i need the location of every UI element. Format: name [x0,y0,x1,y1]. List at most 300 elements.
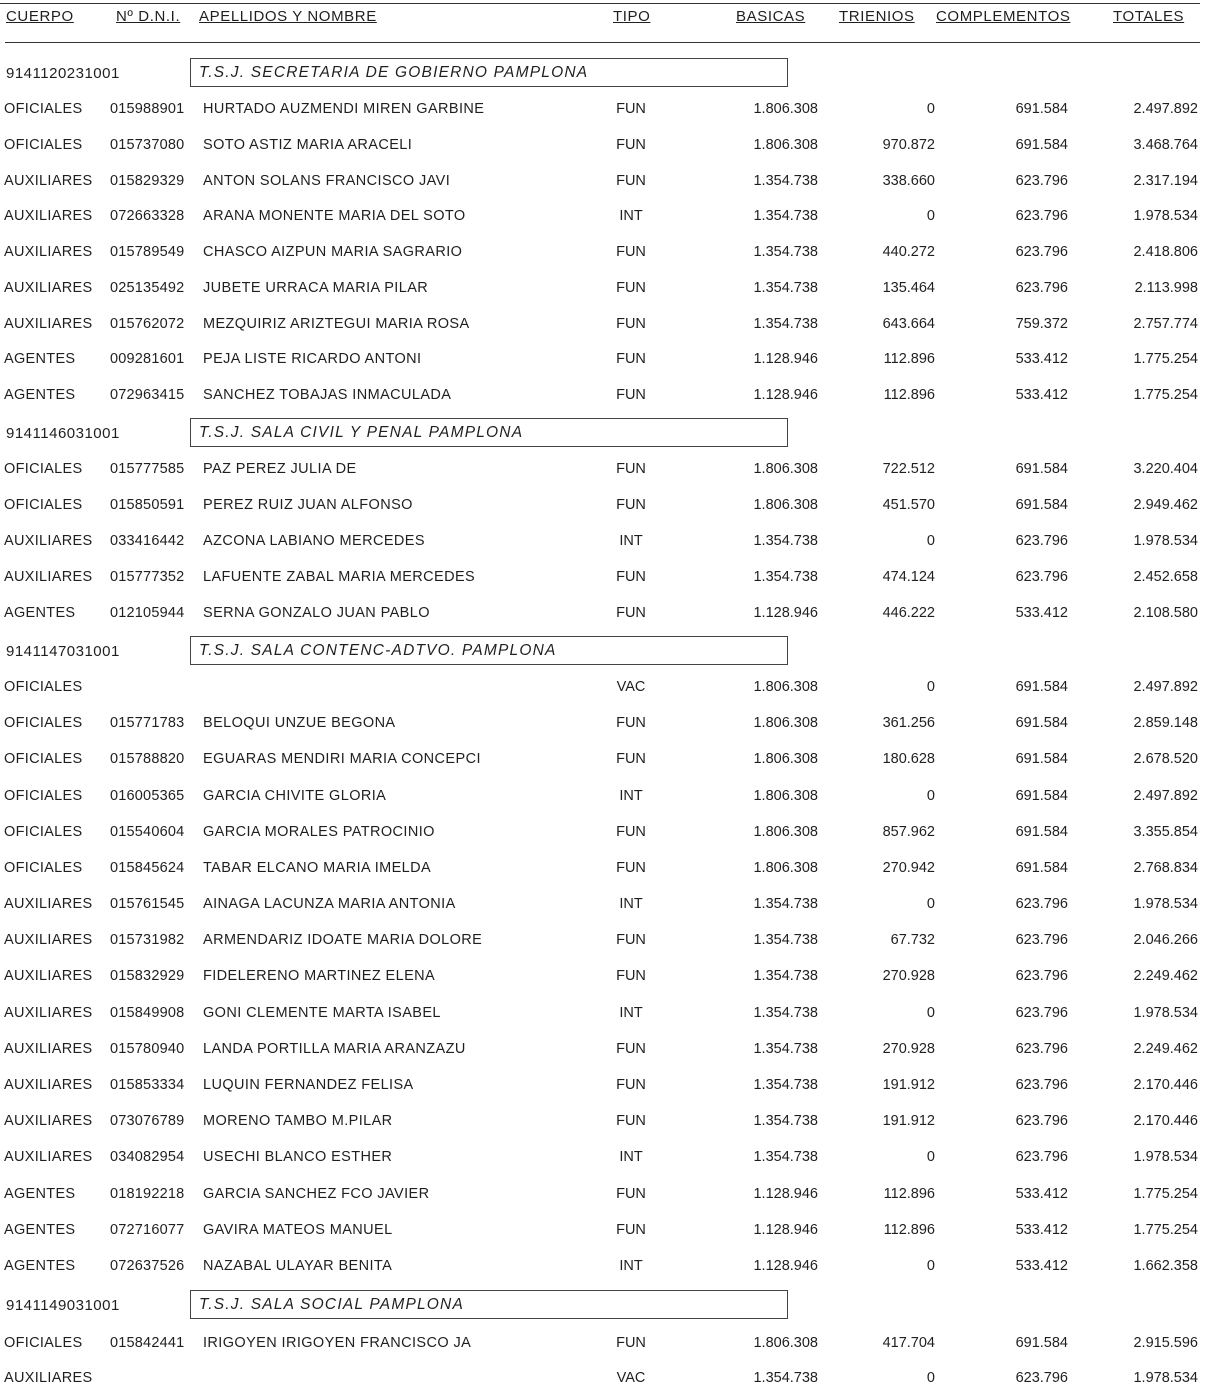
tipo-cell: FUN [616,859,646,876]
header-cuerpo: CUERPO [6,8,74,25]
header-rule [5,42,1200,43]
cuerpo-cell: AGENTES [4,605,76,621]
header-complementos: COMPLEMENTOS [936,8,1071,25]
totales-cell: 1.978.534 [1133,1370,1198,1386]
table-row [0,749,1211,769]
tipo-cell: FUN [616,968,646,985]
totales-cell: 1.978.534 [1133,896,1198,913]
table-row [0,349,1211,369]
tipo-cell: INT [619,533,643,549]
nombre-cell: LAFUENTE ZABAL MARIA MERCEDES [203,569,476,585]
cuerpo-cell: AUXILIARES [4,1113,93,1130]
nombre-cell: AINAGA LACUNZA MARIA ANTONIA [203,896,456,913]
section-code: 9141149031001 [6,1297,120,1314]
column-header-row [0,8,1211,30]
header-trienios: TRIENIOS [839,8,915,25]
trienios-cell: 270.942 [882,859,935,876]
table-row [0,858,1211,878]
trienios-cell: 361.256 [882,715,935,732]
totales-cell: 1.775.254 [1133,351,1198,368]
section-title-box: T.S.J. SALA SOCIAL PAMPLONA [190,1290,788,1319]
tipo-cell: INT [619,1257,643,1274]
tipo-cell: INT [619,208,643,225]
cuerpo-cell: AUXILIARES [4,569,93,585]
basicas-cell: 1.128.946 [753,605,818,621]
section-header [0,1290,1211,1322]
cuerpo-cell: AUXILIARES [4,244,93,260]
section-code: 9141120231001 [6,65,120,82]
table-row [0,99,1211,119]
trienios-cell: 112.896 [883,1221,935,1238]
tipo-cell: INT [619,1004,643,1021]
tipo-cell: FUN [616,279,646,296]
nombre-cell: NAZABAL ULAYAR BENITA [203,1257,393,1274]
totales-cell: 1.978.534 [1133,1149,1198,1166]
header-basicas: BASICAS [736,8,806,25]
tipo-cell: FUN [616,605,646,621]
complementos-cell: 623.796 [1015,533,1068,549]
dni-cell: 015829329 [110,172,185,189]
basicas-cell: 1.806.308 [753,497,818,513]
trienios-cell: 970.872 [882,136,935,153]
dni-cell: 015777585 [110,461,185,477]
cuerpo-cell: AUXILIARES [4,932,93,949]
tipo-cell: FUN [616,497,646,513]
tipo-cell: FUN [616,1076,646,1093]
cuerpo-cell: OFICIALES [4,136,83,153]
basicas-cell: 1.354.738 [753,315,818,332]
section-header [0,58,1211,90]
nombre-cell: HURTADO AUZMENDI MIREN GARBINE [203,101,485,117]
trienios-cell: 0 [926,533,935,549]
basicas-cell: 1.354.738 [753,1370,818,1386]
section-header [0,418,1211,450]
totales-cell: 2.249.462 [1133,968,1198,985]
nombre-cell: LANDA PORTILLA MARIA ARANZAZU [203,1040,466,1057]
nombre-cell: EGUARAS MENDIRI MARIA CONCEPCI [203,751,481,768]
dni-cell: 072716077 [110,1221,185,1238]
table-row [0,1111,1211,1131]
totales-cell: 2.452.658 [1133,569,1198,585]
totales-cell: 1.775.254 [1133,1185,1198,1202]
totales-cell: 2.170.446 [1133,1076,1198,1093]
complementos-cell: 691.584 [1015,751,1068,768]
totales-cell: 2.497.892 [1133,101,1198,117]
basicas-cell: 1.806.308 [753,136,818,153]
totales-cell: 2.108.580 [1133,605,1198,621]
table-row [0,822,1211,842]
totales-cell: 1.978.534 [1133,1004,1198,1021]
trienios-cell: 112.896 [883,387,935,403]
tipo-cell: FUN [616,1185,646,1202]
dni-cell: 018192218 [110,1185,185,1202]
cuerpo-cell: AUXILIARES [4,1076,93,1093]
tipo-cell: FUN [616,1221,646,1238]
cuerpo-cell: AGENTES [4,1185,76,1202]
cuerpo-cell: AUXILIARES [4,1004,93,1021]
basicas-cell: 1.128.946 [753,1257,818,1274]
dni-cell: 012105944 [110,605,185,621]
header-totales: TOTALES [1113,8,1185,25]
tipo-cell: FUN [616,751,646,768]
trienios-cell: 67.732 [890,932,935,949]
basicas-cell: 1.354.738 [753,569,818,585]
table-row [0,206,1211,226]
totales-cell: 1.775.254 [1133,1221,1198,1238]
trienios-cell: 0 [926,1004,935,1021]
cuerpo-cell: AGENTES [4,351,76,368]
tipo-cell: FUN [616,715,646,732]
complementos-cell: 623.796 [1015,279,1068,296]
trienios-cell: 417.704 [882,1335,935,1351]
tipo-cell: FUN [616,244,646,260]
totales-cell: 2.046.266 [1133,932,1198,949]
tipo-cell: FUN [616,569,646,585]
tipo-cell: FUN [616,136,646,153]
tipo-cell: INT [619,896,643,913]
nombre-cell: GARCIA SANCHEZ FCO JAVIER [203,1185,430,1202]
trienios-cell: 0 [926,101,935,117]
complementos-cell: 623.796 [1015,968,1068,985]
trienios-cell: 0 [926,1370,935,1386]
trienios-cell: 191.912 [882,1113,935,1130]
basicas-cell: 1.354.738 [753,1040,818,1057]
dni-cell: 016005365 [110,787,185,804]
dni-cell: 015761545 [110,896,185,913]
cuerpo-cell: AUXILIARES [4,533,93,549]
cuerpo-cell: AUXILIARES [4,279,93,296]
tipo-cell: FUN [616,823,646,840]
dni-cell: 033416442 [110,533,185,549]
table-row [0,459,1211,479]
cuerpo-cell: AUXILIARES [4,315,93,332]
table-row [0,495,1211,515]
table-row [0,1368,1211,1388]
trienios-cell: 270.928 [882,968,935,985]
basicas-cell: 1.354.738 [753,1076,818,1093]
cuerpo-cell: AUXILIARES [4,1040,93,1057]
complementos-cell: 623.796 [1015,172,1068,189]
basicas-cell: 1.354.738 [753,932,818,949]
basicas-cell: 1.806.308 [753,751,818,768]
complementos-cell: 533.412 [1015,1221,1068,1238]
basicas-cell: 1.128.946 [753,1185,818,1202]
trienios-cell: 0 [926,1257,935,1274]
complementos-cell: 623.796 [1015,1149,1068,1166]
cuerpo-cell: AUXILIARES [4,1370,93,1386]
nombre-cell: GONI CLEMENTE MARTA ISABEL [203,1004,441,1021]
dni-cell: 015762072 [110,315,185,332]
totales-cell: 2.859.148 [1133,715,1198,732]
dni-cell: 072637526 [110,1257,185,1274]
nombre-cell: IRIGOYEN IRIGOYEN FRANCISCO JA [203,1335,472,1351]
trienios-cell: 191.912 [882,1076,935,1093]
dni-cell: 015832929 [110,968,185,985]
table-row [0,385,1211,405]
table-row [0,567,1211,587]
dni-cell: 025135492 [110,279,185,296]
cuerpo-cell: OFICIALES [4,823,83,840]
table-row [0,314,1211,334]
tipo-cell: FUN [616,351,646,368]
dni-cell: 015853334 [110,1076,185,1093]
complementos-cell: 623.796 [1015,896,1068,913]
section-title-box: T.S.J. SALA CONTENC-ADTVO. PAMPLONA [190,636,788,665]
tipo-cell: INT [619,787,643,804]
dni-cell: 034082954 [110,1149,185,1166]
complementos-cell: 623.796 [1015,1076,1068,1093]
complementos-cell: 533.412 [1015,1185,1068,1202]
tipo-cell: FUN [616,1335,646,1351]
nombre-cell: BELOQUI UNZUE BEGONA [203,715,396,732]
dni-cell: 015731982 [110,932,185,949]
header-tipo: TIPO [613,8,651,25]
basicas-cell: 1.806.308 [753,859,818,876]
complementos-cell: 691.584 [1015,823,1068,840]
complementos-cell: 691.584 [1015,461,1068,477]
tipo-cell: FUN [616,1113,646,1130]
basicas-cell: 1.806.308 [753,1335,818,1351]
nombre-cell: ARANA MONENTE MARIA DEL SOTO [203,208,466,225]
nombre-cell: GARCIA MORALES PATROCINIO [203,823,435,840]
cuerpo-cell: AGENTES [4,1221,76,1238]
complementos-cell: 759.372 [1015,315,1068,332]
totales-cell: 2.915.596 [1133,1335,1198,1351]
dni-cell: 015777352 [110,569,185,585]
trienios-cell: 112.896 [883,1185,935,1202]
dni-cell: 015842441 [110,1335,185,1351]
nombre-cell: LUQUIN FERNANDEZ FELISA [203,1076,414,1093]
trienios-cell: 180.628 [882,751,935,768]
tipo-cell: FUN [616,1040,646,1057]
complementos-cell: 691.584 [1015,136,1068,153]
nombre-cell: SERNA GONZALO JUAN PABLO [203,605,430,621]
complementos-cell: 691.584 [1015,859,1068,876]
dni-cell: 015849908 [110,1004,185,1021]
cuerpo-cell: AUXILIARES [4,172,93,189]
cuerpo-cell: AUXILIARES [4,1149,93,1166]
trienios-cell: 270.928 [882,1040,935,1057]
nombre-cell: GAVIRA MATEOS MANUEL [203,1221,393,1238]
complementos-cell: 623.796 [1015,1370,1068,1386]
cuerpo-cell: OFICIALES [4,461,83,477]
section-code: 9141146031001 [6,425,120,442]
table-row [0,786,1211,806]
tipo-cell: VAC [616,1370,646,1386]
trienios-cell: 112.896 [883,351,935,368]
totales-cell: 3.468.764 [1133,136,1198,153]
totales-cell: 2.497.892 [1133,787,1198,804]
basicas-cell: 1.806.308 [753,679,818,695]
basicas-cell: 1.354.738 [753,1113,818,1130]
trienios-cell: 0 [926,787,935,804]
tipo-cell: FUN [616,932,646,949]
trienios-cell: 643.664 [882,315,935,332]
nombre-cell: GARCIA CHIVITE GLORIA [203,787,387,804]
dni-cell: 015788820 [110,751,185,768]
table-row [0,1075,1211,1095]
table-row [0,894,1211,914]
complementos-cell: 623.796 [1015,932,1068,949]
table-row [0,603,1211,623]
trienios-cell: 0 [926,1149,935,1166]
cuerpo-cell: OFICIALES [4,497,83,513]
basicas-cell: 1.806.308 [753,715,818,732]
basicas-cell: 1.354.738 [753,1149,818,1166]
dni-cell: 015771783 [110,715,185,732]
dni-cell: 015789549 [110,244,185,260]
trienios-cell: 0 [926,896,935,913]
nombre-cell: FIDELERENO MARTINEZ ELENA [203,968,436,985]
complementos-cell: 623.796 [1015,1004,1068,1021]
nombre-cell: MORENO TAMBO M.PILAR [203,1113,393,1130]
totales-cell: 2.170.446 [1133,1113,1198,1130]
header-dni: Nº D.N.I. [116,8,181,25]
nombre-cell: PAZ PEREZ JULIA DE [203,461,357,477]
table-row [0,242,1211,262]
totales-cell: 1.775.254 [1133,387,1198,403]
trienios-cell: 722.512 [882,461,935,477]
table-row [0,1039,1211,1059]
trienios-cell: 338.660 [882,172,935,189]
table-row [0,1220,1211,1240]
complementos-cell: 623.796 [1015,208,1068,225]
basicas-cell: 1.806.308 [753,823,818,840]
section-title-box: T.S.J. SALA CIVIL Y PENAL PAMPLONA [190,418,788,447]
basicas-cell: 1.354.738 [753,896,818,913]
table-row [0,531,1211,551]
totales-cell: 2.418.806 [1133,244,1198,260]
table-row [0,1184,1211,1204]
nombre-cell: PEJA LISTE RICARDO ANTONI [203,351,422,368]
dni-cell: 072963415 [110,387,185,403]
basicas-cell: 1.806.308 [753,101,818,117]
complementos-cell: 623.796 [1015,244,1068,260]
totales-cell: 2.249.462 [1133,1040,1198,1057]
cuerpo-cell: AUXILIARES [4,968,93,985]
complementos-cell: 691.584 [1015,1335,1068,1351]
nombre-cell: SOTO ASTIZ MARIA ARACELI [203,136,413,153]
tipo-cell: INT [619,1149,643,1166]
basicas-cell: 1.354.738 [753,968,818,985]
header-nombre: APELLIDOS Y NOMBRE [199,8,377,25]
basicas-cell: 1.128.946 [753,1221,818,1238]
cuerpo-cell: OFICIALES [4,679,83,695]
dni-cell: 015780940 [110,1040,185,1057]
tipo-cell: VAC [616,679,646,695]
nombre-cell: AZCONA LABIANO MERCEDES [203,533,425,549]
totales-cell: 1.978.534 [1133,533,1198,549]
nombre-cell: CHASCO AIZPUN MARIA SAGRARIO [203,244,463,260]
trienios-cell: 0 [926,208,935,225]
table-row [0,135,1211,155]
table-row [0,1333,1211,1353]
complementos-cell: 691.584 [1015,497,1068,513]
section-header [0,636,1211,668]
tipo-cell: FUN [616,101,646,117]
basicas-cell: 1.128.946 [753,387,818,403]
table-row [0,677,1211,697]
table-row [0,1147,1211,1167]
basicas-cell: 1.128.946 [753,351,818,368]
basicas-cell: 1.354.738 [753,208,818,225]
complementos-cell: 623.796 [1015,569,1068,585]
totales-cell: 2.317.194 [1133,172,1198,189]
complementos-cell: 533.412 [1015,1257,1068,1274]
nombre-cell: JUBETE URRACA MARIA PILAR [203,279,429,296]
table-row [0,930,1211,950]
dni-cell: 015845624 [110,859,185,876]
totales-cell: 2.678.520 [1133,751,1198,768]
complementos-cell: 533.412 [1015,605,1068,621]
cuerpo-cell: AUXILIARES [4,208,93,225]
nombre-cell: SANCHEZ TOBAJAS INMACULADA [203,387,452,403]
totales-cell: 1.662.358 [1133,1257,1198,1274]
dni-cell: 015540604 [110,823,185,840]
totales-cell: 2.949.462 [1133,497,1198,513]
table-row [0,278,1211,298]
trienios-cell: 0 [926,679,935,695]
totales-cell: 2.768.834 [1133,859,1198,876]
cuerpo-cell: AUXILIARES [4,896,93,913]
totales-cell: 2.113.998 [1134,279,1198,296]
dni-cell: 009281601 [110,351,185,368]
complementos-cell: 691.584 [1015,101,1068,117]
trienios-cell: 474.124 [882,569,935,585]
totales-cell: 3.220.404 [1133,461,1198,477]
cuerpo-cell: OFICIALES [4,751,83,768]
cuerpo-cell: OFICIALES [4,715,83,732]
basicas-cell: 1.806.308 [753,461,818,477]
totales-cell: 2.757.774 [1133,315,1198,332]
basicas-cell: 1.354.738 [753,533,818,549]
nombre-cell: ARMENDARIZ IDOATE MARIA DOLORE [203,932,483,949]
nombre-cell: USECHI BLANCO ESTHER [203,1149,393,1166]
dni-cell: 072663328 [110,208,185,225]
complementos-cell: 623.796 [1015,1113,1068,1130]
dni-cell: 015850591 [110,497,185,513]
table-row [0,966,1211,986]
basicas-cell: 1.354.738 [753,172,818,189]
cuerpo-cell: OFICIALES [4,101,83,117]
totales-cell: 3.355.854 [1133,823,1198,840]
trienios-cell: 451.570 [882,497,935,513]
section-code: 9141147031001 [6,643,120,660]
tipo-cell: FUN [616,461,646,477]
tipo-cell: FUN [616,387,646,403]
complementos-cell: 691.584 [1015,715,1068,732]
complementos-cell: 623.796 [1015,1040,1068,1057]
totales-cell: 1.978.534 [1133,208,1198,225]
basicas-cell: 1.354.738 [753,1004,818,1021]
dni-cell: 015988901 [110,101,185,117]
complementos-cell: 691.584 [1015,787,1068,804]
tipo-cell: FUN [616,172,646,189]
nombre-cell: TABAR ELCANO MARIA IMELDA [203,859,432,876]
table-row [0,171,1211,191]
basicas-cell: 1.806.308 [753,787,818,804]
table-row [0,713,1211,733]
nombre-cell: MEZQUIRIZ ARIZTEGUI MARIA ROSA [203,315,470,332]
dni-cell: 015737080 [110,136,185,153]
cuerpo-cell: OFICIALES [4,1335,83,1351]
section-title-box: T.S.J. SECRETARIA DE GOBIERNO PAMPLONA [190,58,788,87]
trienios-cell: 857.962 [882,823,935,840]
complementos-cell: 533.412 [1015,351,1068,368]
trienios-cell: 440.272 [882,244,935,260]
table-row [0,1256,1211,1276]
table-row [0,1003,1211,1023]
